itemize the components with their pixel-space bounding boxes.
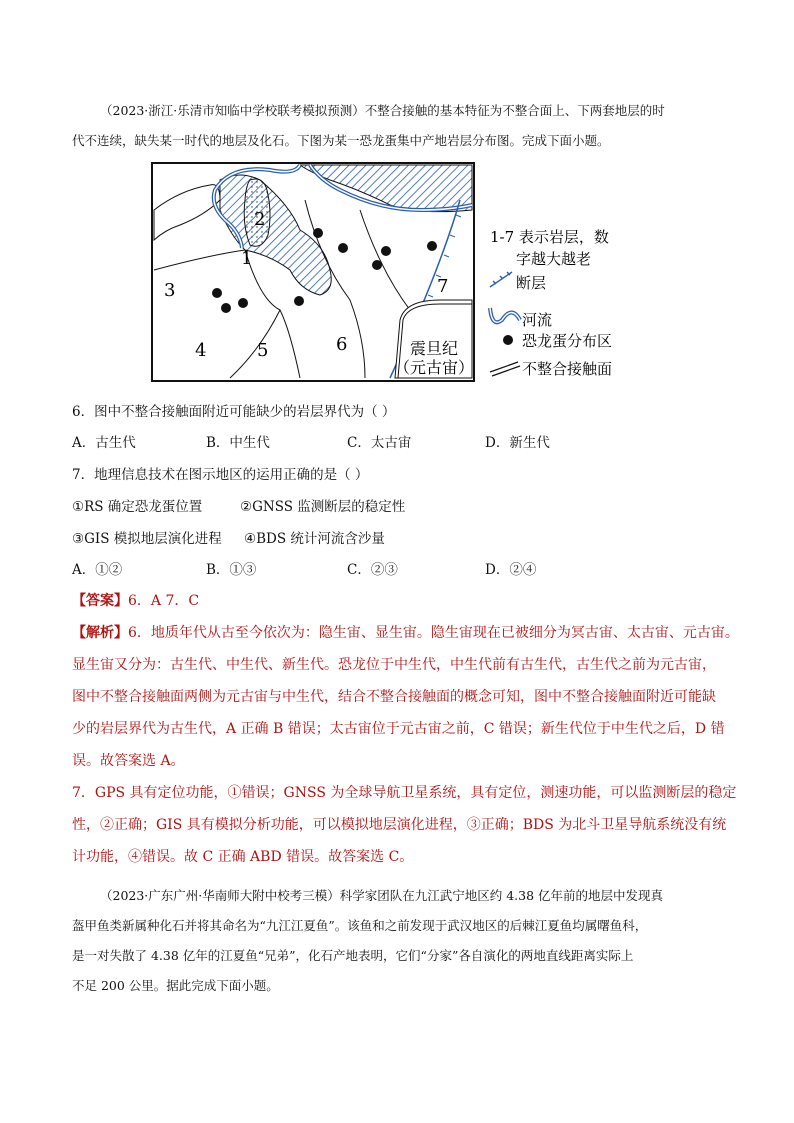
q7-option-d: D．②④: [485, 562, 537, 578]
q7-item-1: ①RS 确定恐龙蛋位置: [72, 499, 203, 515]
proterozoic-label: （元古宙）: [394, 358, 475, 377]
analysis-line-2: 显生宙又分为：古生代、中生代、新生代。恐龙位于中生代，中生代前有古生代，古生代之前为元古宙，: [72, 657, 716, 673]
analysis-line-4: 少的岩层界代为古生代，A 正确 B 错误；太古宙位于元古宙之前，C 错误；新生代位于中生代之后，D 错: [72, 721, 725, 737]
legend-unconformity: 不整合接触面: [522, 360, 613, 378]
analysis-line-6: 7．GPS 具有定位功能，①错误；GNSS 为全球导航卫星系统，具有定位，测速功能，可以监测断层的稳定: [72, 785, 737, 801]
q6-option-a: A．古生代: [72, 435, 136, 451]
q6-option-d: D．新生代: [485, 435, 550, 451]
analysis-line-3: 图中不整合接触面两侧为元古宙与中生代，结合不整合接触面的概念可知，图中不整合接触面附近可能缺: [72, 689, 716, 705]
egg-dot: [372, 260, 382, 270]
intro2-line-1: （2023·广东广州·华南师大附中校考三模）科学家团队在九江武宁地区约 4.38 亿年前的地层中发现真: [100, 888, 664, 903]
layer-label-1: 1: [241, 248, 253, 269]
legend-rock-1: 1-7 表示岩层，数: [490, 228, 609, 246]
legend-egg-icon: [503, 335, 513, 345]
intro1-line1: [100, 101, 665, 119]
legend-fault: 断层: [516, 274, 547, 292]
legend-river: 河流: [522, 311, 553, 329]
q6-option-b: B．中生代: [206, 435, 270, 451]
q7-item-4: ④BDS 统计河流含沙量: [244, 531, 385, 547]
intro1-line2: 代不连续，缺失某一时代的地层及化石。下图为某一恐龙蛋集中产地岩层分布图。完成下面小题。: [72, 133, 610, 148]
answer-text: 6．A 7．C: [128, 593, 200, 609]
egg-dot: [313, 228, 323, 238]
analysis-line-7: 性，②正确；GIS 具有模拟分析功能，可以模拟地层演化进程，③正确；BDS 为北斗卫星导航系统没有统: [72, 817, 727, 833]
intro1-source: （2023·浙江·乐清市知临中学校联考模拟预测）: [100, 103, 365, 118]
intro2-line-4: 不足 200 公里。据此完成下面小题。: [72, 978, 279, 993]
intro2-line-3: 是一对失散了 4.38 亿年的江夏鱼“兄弟”，化石产地表明，它们“分家”各自演化的两地直线距离实际上: [72, 948, 634, 963]
q7-option-c: C．②③: [347, 562, 398, 578]
q6-stem: 6．图中不整合接触面附近可能缺少的岩层界代为（ ）: [72, 404, 396, 420]
egg-dot: [338, 243, 348, 253]
legend-unconformity-icon: [490, 362, 520, 376]
layer-label-4: 4: [195, 340, 207, 361]
q7-option-a: A．①②: [72, 562, 123, 578]
q7-item-3: ③GIS 模拟地层演化进程: [72, 531, 222, 547]
answer-label: 【答案】: [72, 593, 128, 609]
analysis-line-1: [72, 622, 739, 642]
q7-item-2: ②GNSS 监测断层的稳定性: [240, 499, 406, 515]
legend-rock-2: 字越大越老: [516, 250, 592, 268]
q7-stem: 7．地理信息技术在图示地区的运用正确的是（ ）: [72, 467, 369, 483]
analysis-line-8: 计功能，④错误。故 C 正确 ABD 错误。故答案选 C。: [72, 849, 414, 865]
intro1-text: 不整合接触的基本特征为不整合面上、下两套地层的时: [364, 103, 665, 118]
layer-label-7: 7: [437, 276, 449, 297]
layer-label-5: 5: [257, 340, 269, 361]
analysis-label: 【解析】: [72, 625, 128, 641]
egg-dot: [238, 298, 248, 308]
egg-dot: [294, 296, 304, 306]
intro2-line-2: 盔甲鱼类新属种化石并将其命名为“九江江夏鱼”。该鱼和之前发现于武汉地区的后棘江夏鱼均属曙鱼科，: [72, 918, 648, 933]
rock-distribution-map: [150, 160, 650, 385]
q7-option-b: B．①③: [206, 562, 257, 578]
sinian-label: 震旦纪: [410, 339, 459, 358]
legend-eggs: 恐龙蛋分布区: [522, 332, 613, 350]
analysis-line-5: 误。故答案选 A。: [72, 753, 185, 769]
layer-label-6: 6: [336, 334, 348, 355]
analysis-text-1: 6．地质年代从古至今依次为：隐生宙、显生宙。隐生宙现在已被细分为冥古宙、太古宙、元古宙。: [128, 625, 739, 641]
q6-option-c: C．太古宙: [347, 435, 412, 451]
legend-fault-icon: [490, 272, 512, 287]
layer-label-2: 2: [254, 209, 266, 230]
egg-dot: [212, 288, 222, 298]
answer-line: [72, 590, 199, 610]
egg-dot: [381, 246, 391, 256]
egg-dot: [221, 303, 231, 313]
layer-label-3: 3: [164, 280, 176, 301]
egg-dot: [427, 241, 437, 251]
